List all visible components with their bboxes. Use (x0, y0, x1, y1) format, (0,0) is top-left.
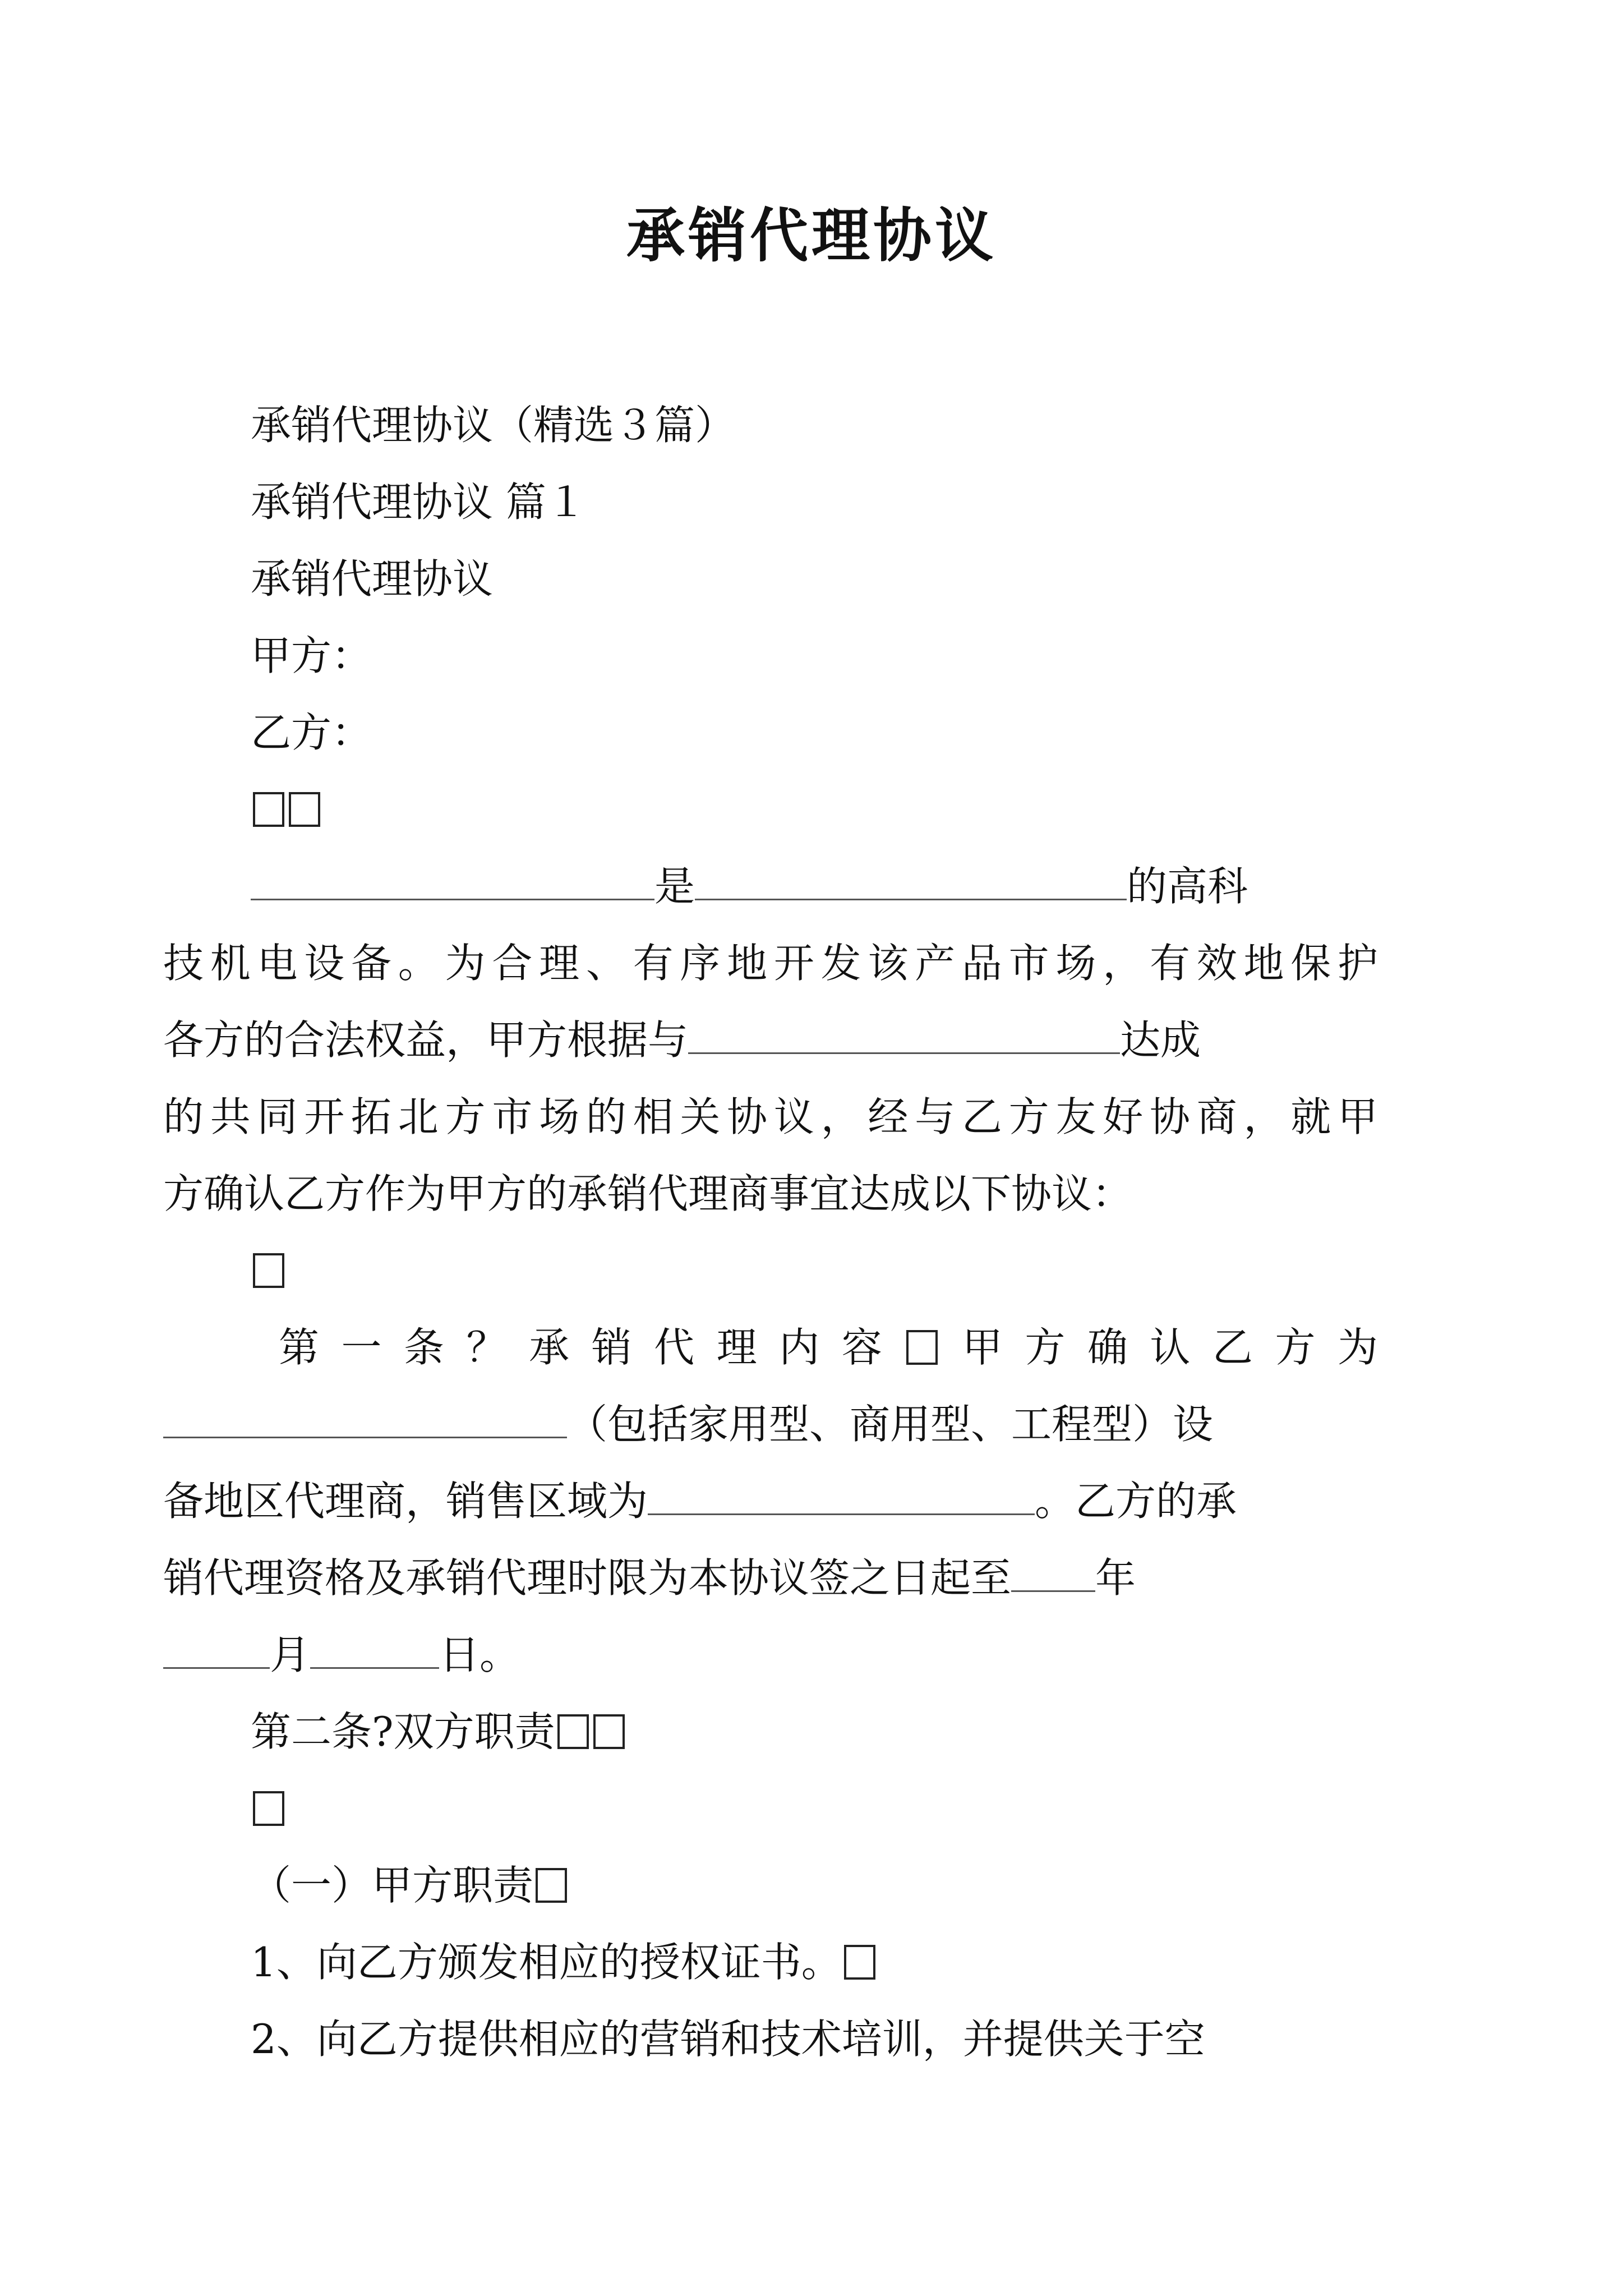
text-fragment: 。乙方的承 (1035, 1478, 1237, 1525)
paragraph-line: 的共同开拓北方市场的相关协议，经与乙方友好协商，就甲 (163, 1093, 1378, 1140)
blank-field (688, 1015, 1120, 1054)
missing-glyph-box (906, 1330, 938, 1365)
section-party-a-duties (251, 1847, 1378, 1924)
article-1-line (163, 1386, 1378, 1463)
article-2-heading (251, 1694, 1378, 1770)
text-fragment: 月 (270, 1631, 311, 1678)
paragraph-line: 方确认乙方作为甲方的承销代理商事宜达成以下协议： (163, 1170, 1133, 1217)
line-part-1: 承销代理协议 篇１ (251, 478, 587, 526)
duty-item-1 (251, 1924, 1378, 2001)
line-party-b: 乙方： (251, 709, 372, 756)
text-fragment: 达成 (1120, 1016, 1201, 1064)
line-box-pair (251, 771, 1378, 848)
text-fragment: 1、向乙方颁发相应的授权证书。 (251, 1939, 842, 1986)
missing-glyph-box (536, 1868, 567, 1903)
blank-field (251, 862, 654, 900)
missing-glyph-box (253, 1253, 284, 1288)
text-fragment: 是 (654, 863, 695, 910)
line-subtitle: 承销代理协议（精选３篇） (251, 402, 736, 449)
line-box-single (251, 1232, 1378, 1309)
article-1-line (251, 1309, 1378, 1386)
text-fragment: （一）甲方职责 (251, 1862, 534, 1909)
missing-glyph-box (253, 1791, 284, 1826)
missing-glyph-box (593, 1714, 625, 1749)
text-fragment: 各方的合法权益，甲方根据与 (163, 1016, 689, 1064)
blank-field (695, 862, 1127, 900)
text-fragment: 的高科 (1127, 863, 1248, 910)
paragraph-line: 技机电设备。为合理、有序地开发该产品市场，有效地保护 (163, 940, 1378, 987)
article-1-line (163, 1540, 1378, 1617)
blank-field (163, 1630, 270, 1669)
document-title: 承销代理协议 (626, 201, 997, 270)
text-fragment: （包括家用型、商用型、工程型）设 (567, 1401, 1214, 1448)
paragraph-line (251, 848, 1378, 925)
article-1-line (163, 1463, 1378, 1540)
text-fragment: 第一条？承销代理内容 (279, 1324, 905, 1371)
line-agreement-heading: 承销代理协议 (251, 555, 494, 602)
missing-glyph-box (844, 1945, 875, 1980)
blank-field (310, 1630, 439, 1669)
text-fragment: 年 (1095, 1554, 1136, 1602)
line-party-a: 甲方： (251, 632, 372, 679)
paragraph-line (163, 1002, 1378, 1079)
document-body (163, 387, 1378, 2078)
text-fragment: 备地区代理商，销售区域为 (163, 1478, 648, 1525)
missing-glyph-box (289, 792, 320, 827)
missing-glyph-box (557, 1714, 589, 1749)
text-fragment: 销代理资格及承销代理时限为本协议签之日起至 (163, 1554, 1012, 1602)
blank-field (163, 1400, 567, 1438)
text-fragment: 第二条?双方职责 (251, 1708, 555, 1755)
article-1-line (163, 1617, 1378, 1694)
missing-glyph-box (253, 792, 284, 827)
line-box-single (251, 1770, 1378, 1847)
blank-field (648, 1476, 1035, 1515)
duty-item-2: 2、向乙方提供相应的营销和技术培训，并提供关于空 (251, 2016, 1205, 2063)
text-fragment: 日。 (439, 1631, 520, 1678)
blank-field (1011, 1553, 1095, 1592)
text-fragment: 甲方确认乙方为 (940, 1324, 1378, 1371)
